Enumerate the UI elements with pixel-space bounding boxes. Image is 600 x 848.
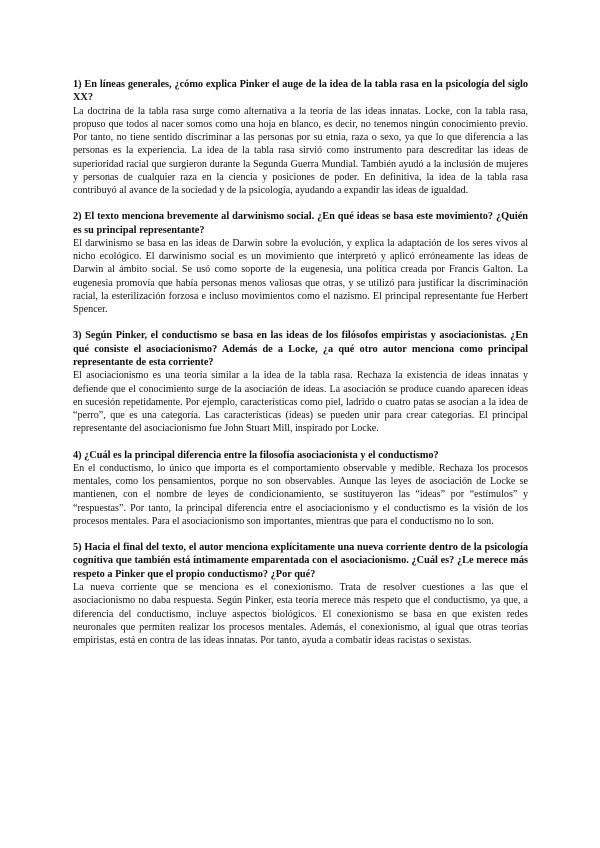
question-1: 1) En líneas generales, ¿cómo explica Pinker el auge de la idea de la tabla rasa en la psicología del siglo XX?	[73, 79, 528, 104]
question-2: 2) El texto menciona brevemente al darwinismo social. ¿En qué ideas se basa este movimiento? ¿Quién es su principal representante?	[73, 211, 528, 236]
question-block-4	[73, 449, 528, 528]
question-5: 5) Hacia el final del texto, el autor menciona explícitamente una nueva corriente dentro de la psicología cognitiva que también está íntimamente emparentada con el asociacionismo. ¿Cuál es? ¿Le merece más respeto a Pinker que el propio conductismo? ¿Por qué?	[73, 541, 528, 580]
question-3: 3) Según Pinker, el conductismo se basa en las ideas de los filósofos empiristas y asociacionistas. ¿En qué consiste el asociacionismo? Además de a Locke, ¿a qué otro autor menciona como principal representante de esta corriente?	[73, 330, 528, 369]
question-4: 4) ¿Cuál es la principal diferencia entre la filosofía asociacionista y el conductismo?	[73, 449, 439, 461]
question-block-5	[73, 541, 528, 647]
answer-1: La doctrina de la tabla rasa surge como alternativa a la teoría de las ideas innatas. Locke, con la tabla rasa, propuso que todos al nacer somos como una hoja en blanco, es decir, no tenemos ningún conocimiento previo. Por tanto, no tiene sentido discriminar a las personas por su etnia, raza o sexo, ya que lo que diferencia a las personas es la experiencia. La idea de la tabla rasa sirvió como instrumento para descreditar las ideas de superioridad racial que surgieron durante la Segunda Guerra Mundial. También ayudó a la inclusión de mujeres y personas de cualquier raza en la ciencia y posiciones de poder. En definitiva, la idea de la tabla rasa contribuyó al avance de la sociedad y de la psicología, ayudando a expandir las ideas de igualdad.	[73, 105, 528, 197]
answer-2: El darwinismo se basa en las ideas de Darwin sobre la evolución, y explica la adaptación de los seres vivos al nicho ecológico. El darwinismo social es un movimiento que interpretó y aplicó erróneamente las ideas de Darwin al ámbito social. Se usó como soporte de la eugenesia, una política creada por Francis Galton. La eugenesia promovía que había personas menos valiosas que otras, y se utilizó para justificar la discriminación racial, la esterilización forzosa e incluso movimientos como el nazismo. El principal representante fue Herbert Spencer.	[73, 238, 528, 316]
answer-5: La nueva corriente que se menciona es el conexionismo. Trata de resolver cuestiones a las que el asociacionismo no daba respuesta. Según Pinker, esta teoría merece más respeto que el conductismo, ya que, a diferencia del conductismo, incluye aspectos biológicos. El conexionismo se basa en que existen redes neuronales que permiten realizar los procesos mentales. Además, el conexionismo, al igual que otras teorías empiristas, está en contra de las ideas innatas. Por tanto, ayuda a combatir ideas racistas o sexistas.	[73, 582, 528, 646]
answer-3: El asociacionismo es una teoría similar a la idea de la tabla rasa. Rechaza la existencia de ideas innatas y defiende que el conocimiento surge de la asociación de ideas. La asociación se produce cuando aparecen ideas en sucesión repetidamente. Por ejemplo, características como piel, ladrido o cuatro patas se asocian a la idea de “perro”, que es una categoría. Las características (ideas) se pueden unir para crear categorías. El principal representante del asociacionismo fue John Stuart Mill, inspirado por Locke.	[73, 370, 528, 435]
answer-4: En el conductismo, lo único que importa es el comportamiento observable y medible. Rechaza los procesos mentales, como los pensamientos, porque no son observables. Aunque las leyes de asociación de Locke se mantienen, con el nombre de leyes de condicionamiento, se sustituyeron las “ideas” por “estímulos” y “respuestas”. Por tanto, la principal diferencia entre el asociacionismo y el conductismo es la visión de los procesos mentales. Para el asociacionismo son importantes, mientras que para el conductismo no lo son.	[73, 462, 528, 527]
question-block-2	[73, 210, 528, 316]
question-block-3	[73, 329, 528, 435]
question-block-1	[73, 78, 528, 197]
